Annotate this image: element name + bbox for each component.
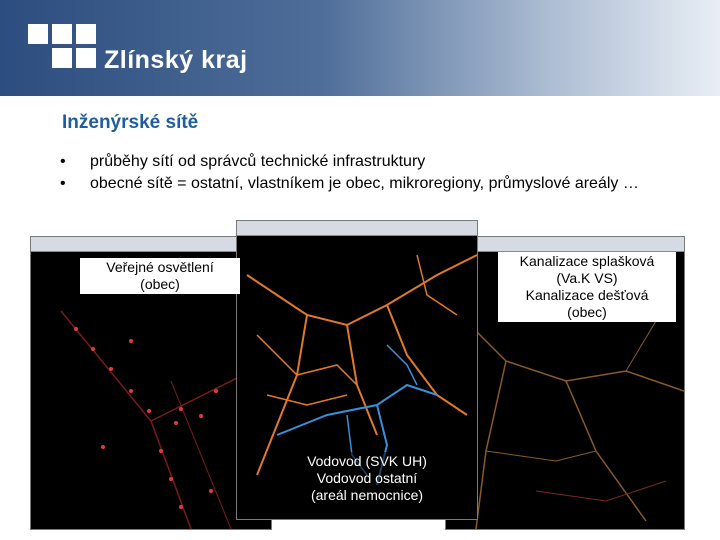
sewer-label (498, 252, 676, 322)
brand-name: Zlínský kraj (104, 46, 248, 74)
slide-title: Inženýrské sítě (62, 112, 199, 133)
label-line: Veřejné osvětlení (106, 259, 214, 275)
label-line: (obec) (140, 276, 180, 292)
bullet-text: obecné sítě = ostatní, vlastníkem je obec, mikroregiony, průmyslové areály … (90, 175, 639, 192)
water-label (288, 452, 446, 505)
label-line: (Va.K VS) (556, 270, 618, 286)
label-line: Vodovod ostatní (316, 470, 418, 486)
bullet-item (60, 173, 660, 195)
bullet-text: průběhy sítí od správců technické infrastruktury (90, 153, 426, 170)
label-line: Vodovod (SVK UH) (307, 453, 427, 469)
window-titlebar (31, 237, 271, 252)
bullet-icon: • (60, 153, 66, 170)
four-square-logo-icon (28, 24, 98, 70)
label-line: Kanalizace dešťová (525, 287, 649, 303)
street-lighting-label (80, 258, 240, 294)
bullet-list (60, 151, 660, 195)
bullet-icon: • (60, 175, 66, 192)
header-banner (0, 0, 720, 96)
label-line: Kanalizace splašková (519, 253, 655, 269)
window-titlebar (446, 237, 684, 252)
label-line: (obec) (567, 304, 607, 320)
label-line: (areál nemocnice) (310, 487, 424, 503)
window-titlebar (237, 221, 477, 236)
bullet-item (60, 151, 660, 173)
